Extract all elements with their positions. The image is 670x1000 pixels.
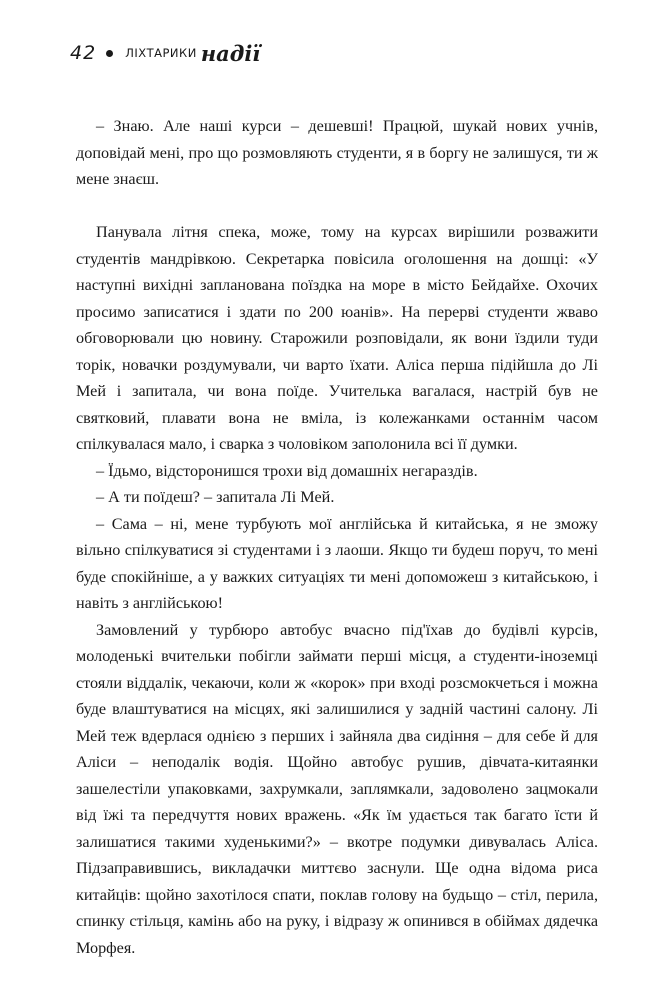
book-title-script: надії bbox=[200, 40, 261, 66]
body-text bbox=[76, 113, 598, 961]
paragraph-narration-1: Панувала літня спека, може, тому на курсах вирішили розважити студентів мандрівкою. Секретарка повісила оголошення на дошці: «У наступні вихідні запланована поїздка на море в місто Бейдайхе. Охочих просимо записатися і здати по 200 юанів». На перерві студенти жваво обговорювали цю новину. Старожили розповідали, як вони їздили туди торік, новачки роздумували, чи варто їхати. Аліса перша підійшла до Лі Мей і запитала, чи вона поїде. Учителька вагалася, настрій був не святковий, плавати вона не вміла, із колежанками останнім часом спілкувалася мало, і сварка з чоловіком заполонила всі її думки. bbox=[76, 223, 598, 453]
book-title-main: ЛІХТАРИКИ bbox=[125, 46, 197, 60]
paragraph-dialogue-4: – Сама – ні, мене турбують мої англійська й китайська, я не зможу вільно спілкуватися зі студентами і з лаоши. Якщо ти будеш поруч, то мені буде спокійніше, а у важких ситуаціях ти мені допоможеш з китайською, і навіть з англійською! bbox=[76, 514, 598, 612]
paragraph-dialogue-2: – Їдьмо, відсторонишся трохи від домашніх негараздів. bbox=[96, 461, 478, 480]
paragraph-dialogue-1: – Знаю. Але наші курси – дешевші! Працюй, шукай нових учнів, доповідай мені, про що розмовляють студенти, я в боргу не залишуся, ти ж мене знаєш. bbox=[76, 117, 598, 188]
paragraph-dialogue-3: – А ти поїдеш? – запитала Лі Мей. bbox=[96, 488, 335, 506]
paragraph-narration-2: Замовлений у турбюро автобус вчасно під'їхав до будівлі курсів, молоденькі вчительки побігли займати перші місця, а студенти-іноземці стояли віддалік, чекаючи, коли ж «корок» при вході розсмокчеться і можна буде влаштуватися на місцях, які залишилися у задній частині салону. Лі Мей теж вдерлася однією з перших і зайняла два сидіння – для себе й для Аліси – неподалік водія. Щойно автобус рушив, дівчата-китаянки зашелестіли упаковками, захрумкали, заплямкали, задоволено зацмокали від їжі та передчуття нових вражень. «Як їм удається так багато їсти й залишатися такими худенькими?» – вкотре подумки дивувалась Аліса. Підзаправившись, викладачки миттєво заснули. Ще одна відома риса китайців: щойно захотілося спати, поклав голову на будьщо – стіл, перила, спинку стільця, камінь або на руку, і відразу ж опинився в обіймах дядечка Морфея. bbox=[76, 620, 598, 957]
bullet-dot-icon bbox=[106, 50, 113, 57]
running-header bbox=[70, 38, 260, 68]
page-number: 42 bbox=[70, 42, 97, 64]
